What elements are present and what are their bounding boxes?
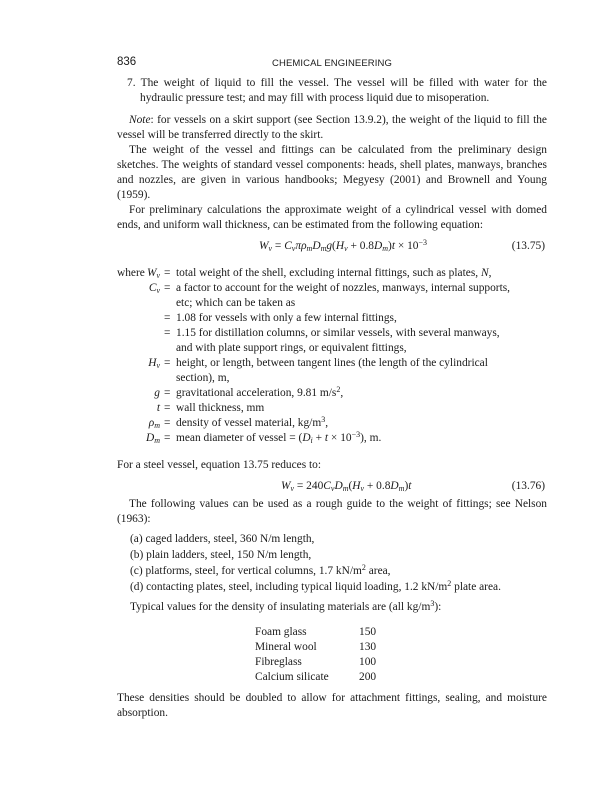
steel-paragraph: [117, 458, 547, 473]
variable-definitions: [117, 266, 547, 446]
table-row: Foam glass 150: [255, 626, 377, 638]
page-header: [117, 55, 547, 69]
item-7-number: 7.: [127, 77, 136, 89]
item-7-text: The weight of liquid to fill the vessel. The vessel will be filled with water for the hydraulic pressure test; and may fill with process liquid due to misoperation.: [140, 77, 547, 104]
definition-g: g = gravitational acceleration, 9.81 $m/s^2$,: [154, 385, 344, 399]
table-row: Calcium silicate 200: [255, 671, 377, 683]
definition-hv: $H_v$ = height, or length, between tangent lines (the length of the cylindrical: [148, 357, 488, 370]
steel-text: For a steel vessel, equation 13.75 reduces to:: [117, 459, 322, 471]
definition-dm: $D_m$ = mean diameter of vessel = $(D_i + t \times 10^{-3})$, m.: [145, 430, 382, 445]
fittings-list: [130, 532, 550, 596]
definition-cv-value-2: = 1.15 for distillation columns, or similar vessels, with several manways,: [164, 327, 500, 339]
weights-paragraph: [117, 143, 547, 203]
table-row: Fibreglass 100: [255, 656, 377, 668]
definition-cv-value-1: = 1.08 for vessels with only a few internal fittings,: [164, 312, 397, 324]
density-intro: Typical values for the density of insulating materials are (all $kg/m^3$):: [130, 599, 442, 613]
item-7: [117, 76, 547, 106]
list-item: (c) platforms, steel, for vertical columns, 1.7 $kN/m^2$ area,: [130, 563, 391, 577]
weights-text: The weight of the vessel and fittings can be calculated from the preliminary design sketches. The weights of standard vessel components: heads, shell plates, manways, branches and nozzles, are given in various handbooks; Megyesy (2001) and Brownell and Young (1959).: [117, 144, 547, 201]
definition-wv-text: total weight of the shell, excluding internal fittings, such as plates,: [176, 267, 479, 279]
definition-rho: $\rho_m$ = density of vessel material, $kg/m^3$,: [148, 415, 329, 430]
definition-cv-text: a factor to account for the weight of nozzles, manways, internal supports,: [176, 282, 511, 294]
equation-13-75-expression: $W_v = C_v\pi\rho_mD_mg(H_v + 0.8D_m)t \times 10^{-3}$: [259, 238, 428, 253]
definition-cv-continued: etc; which can be taken as: [176, 297, 296, 309]
note-paragraph: [117, 113, 547, 143]
note-text: : for vessels on a skirt support (see Section 13.9.2), the weight of the liquid to fill the vessel will be transferred directly to the skirt.: [117, 114, 547, 141]
page-number: 836: [117, 56, 137, 68]
definition-cv-value-2-continued: and with plate support rings, or equivalent fittings,: [176, 342, 407, 354]
definition-wv: where $W_v$ = total weight of the shell, excluding internal fittings, such as plates, N,: [117, 267, 492, 280]
equation-13-75-number: (13.75): [511, 240, 545, 252]
table-row: Mineral wool 130: [255, 641, 377, 653]
fittings-text: The following values can be used as a rough guide to the weight of fittings; see Nelson (1963):: [117, 498, 547, 525]
equation-13-76-number: (13.76): [511, 480, 545, 492]
list-item: (b) plain ladders, steel, 150 N/m length,: [130, 549, 312, 561]
list-item: (a) caged ladders, steel, 360 N/m length,: [130, 533, 315, 545]
density-table: [255, 625, 415, 685]
equation-13-76: [117, 479, 547, 496]
running-title: CHEMICAL ENGINEERING: [272, 58, 392, 69]
where-label: where: [117, 267, 145, 279]
closing-paragraph: [117, 691, 547, 721]
equation-13-76-expression: $W_v = 240C_vD_m(H_v + 0.8D_m)t$: [281, 480, 412, 493]
definition-wv-unit: N: [480, 267, 489, 279]
equation-13-75: [117, 239, 547, 256]
definition-t: t = wall thickness, mm: [156, 402, 265, 414]
list-item: (d) contacting plates, steel, including typical liquid loading, 1.2 $kN/m^2$ plate area.: [130, 579, 501, 593]
prelim-paragraph: [117, 203, 547, 233]
closing-text: These densities should be doubled to allow for attachment fittings, sealing, and moisture absorption.: [117, 692, 547, 719]
note-label: Note: [129, 114, 151, 126]
definition-hv-continued: section), m,: [176, 372, 230, 384]
prelim-text: For preliminary calculations the approximate weight of a cylindrical vessel with domed ends, and uniform wall thickness, can be estimated from the following equation:: [117, 204, 547, 231]
fittings-paragraph: [117, 497, 547, 527]
definition-cv: $C_v$ = a factor to account for the weight of nozzles, manways, internal supports,: [148, 282, 511, 295]
